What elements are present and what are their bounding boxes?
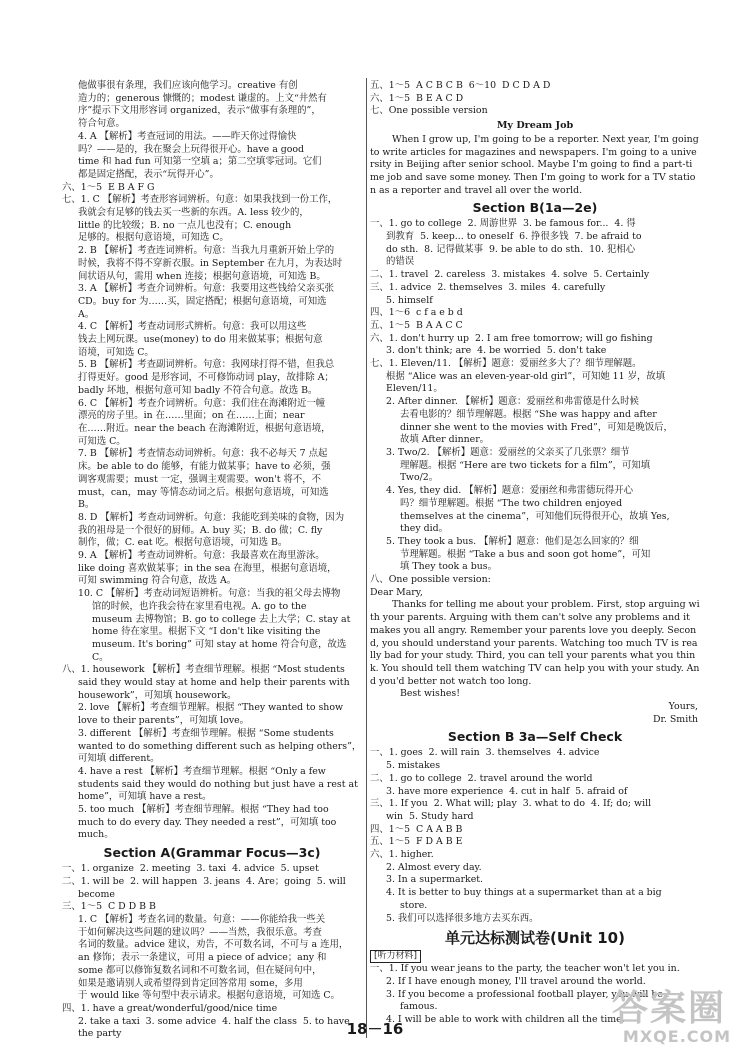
answer-line: B。	[78, 499, 95, 511]
answer-line: Eleven/11。	[386, 383, 443, 395]
letter-sign-yours: Yours,	[668, 701, 698, 713]
answer-line: 7. B 【解析】考查情态动词辨析。句意：我不必每天 7 点起	[78, 448, 328, 460]
section-b1-title: Section B(1a—2e)	[472, 200, 598, 216]
answer-line: 3. If you become a professional football player, you will be	[386, 988, 663, 1000]
answer-line: 语境，可知选 C。	[78, 346, 154, 358]
answer-line: 一、1. organize 2. meeting 3. taxi 4. advice 5. upset	[62, 863, 319, 875]
answer-line: 四、1～6 c f a e b d	[370, 307, 463, 319]
letter-sign-name: Dr. Smith	[652, 713, 698, 725]
answer-line: badly 坏地，根据句意可知 badly 不符合句意。故选 B。	[78, 384, 318, 396]
answer-line: 五、1～5 A C B C B 6～10 D C D A D	[370, 80, 551, 91]
answer-line: housework”，可知填 housework。	[78, 689, 237, 701]
answer-line: 5. too much 【解析】考查细节理解。根据 “They had too	[78, 804, 329, 816]
answer-line: 调客观需要；must 一定，强调主观需要。won't 将不，不	[78, 473, 322, 485]
section-b3-title: Section B 3a—Self Check	[447, 729, 623, 745]
right-top-lines	[370, 80, 700, 118]
answer-line: 三、1. If you 2. What will; play 3. what to do 4. If; do; will	[370, 798, 652, 810]
answer-line: 一、1. goes 2. will rain 3. themselves 4. advice	[370, 747, 600, 759]
section-b3-lines	[370, 747, 700, 925]
answer-line: 3. different 【解析】考查细节理解。根据 “Some students	[78, 727, 334, 739]
answer-line: 七、1. Eleven/11. 【解析】题意：爱丽丝多大了？细节理解题。	[370, 358, 642, 370]
answer-line: 八、One possible version:	[370, 574, 491, 586]
answer-line: 5. himself	[386, 294, 433, 306]
answer-line: Two/2。	[400, 472, 439, 484]
answer-line: museum. It's boring” 可知 stay at home 符合句意，故选 C。	[92, 638, 350, 663]
answer-line: store.	[400, 899, 428, 911]
answer-line: 到教育 5. keep... to oneself 6. 挣很多钱 7. be afraid to	[386, 231, 642, 243]
answer-line: some 都可以修饰复数名词和不可数名词，但在疑问句中，	[78, 964, 322, 976]
answer-line: 二、1. go to college 2. travel around the world	[370, 772, 593, 784]
answer-line: 4. Yes, they did. 【解析】题意：爱丽丝和弗雷德玩得开心	[386, 485, 633, 497]
answer-line: 填 They took a bus。	[400, 561, 497, 573]
answer-line: 1. C 【解析】考查名词的数量。句意：——你能给我一些关	[78, 914, 326, 925]
answer-line: 5. B 【解析】考查副词辨析。句意：我网球打得不错，但我总	[78, 359, 335, 371]
answer-line: 七、1. C 【解析】考查形容词辨析。句意：如果我找到一份工作，	[62, 194, 338, 206]
answer-line: 2. take a taxi 3. some advice 4. half the class 5. to have	[78, 1015, 350, 1027]
answer-line: 六、1. higher.	[370, 849, 434, 861]
answer-line: 4. C 【解析】考查动词形式辨析。句意：我可以用这些	[78, 321, 307, 333]
answer-line: 3. don't think; are 4. be worried 5. don't take	[386, 345, 607, 357]
answer-line: 三、1. advice 2. themselves 3. miles 4. carefully	[370, 281, 606, 293]
essay-title: My Dream Job	[496, 120, 574, 132]
answer-line: 间状语从句，需用 when 连接；根据句意语境，可知选 B。	[78, 270, 326, 282]
answer-line: 四、1～5 C A A B B	[370, 823, 463, 835]
answer-line: 馆的时候，也许我会待在家里看电视。A. go to the	[92, 600, 307, 612]
right-column	[370, 80, 700, 1027]
answer-line: do sth. 8. 记得做某事 9. be able to do sth. 10. 犯相心	[386, 243, 636, 255]
answer-line: must，can，may 等情态动词之后。根据句意语境，可知选	[78, 486, 329, 498]
answer-line: 2. B 【解析】考查连词辨析。句意：当我九月重新开始上学的	[78, 245, 335, 257]
answer-line: 5. mistakes	[386, 760, 441, 772]
answer-line: 他做事很有条理，我们应该向他学习。creative 有创	[78, 80, 298, 91]
answer-line: 2. If I have enough money, I'll travel around the world.	[386, 976, 646, 987]
answer-line: 漂亮的房子里。in 在……里面；on 在……上面；near	[78, 410, 305, 422]
answer-line: CD。buy for 为……买，固定搭配；根据句意语境，可知选	[78, 295, 327, 307]
answer-line: 节理解题。根据 “Take a bus and soon got home”，可知	[400, 548, 651, 560]
answer-line: 4. I will be able to work with children all the time.	[386, 1014, 625, 1026]
answer-line: famous.	[400, 1001, 438, 1013]
answer-line: 二、1. will be 2. will happen 3. jeans 4. Are；going 5. will	[62, 875, 346, 887]
answer-line: 10. C 【解析】考查动词短语辨析。句意：当我的祖父母去博物	[78, 588, 341, 600]
section-a-title: Section A(Grammar Focus—3c)	[103, 845, 321, 861]
answer-line: dinner she went to the movies with Fred”，可知是晚饭后，	[400, 421, 673, 433]
answer-line: A。	[78, 308, 95, 320]
answer-line: 造力的；generous 慷慨的；modest 谦虚的。上文“井然有	[78, 92, 327, 104]
answer-line: themselves at the cinema”，可知他们玩得很开心，故填 Yes,	[400, 510, 670, 522]
answer-line: 3. In a supermarket.	[386, 874, 484, 886]
site-watermark-logo	[612, 990, 742, 1052]
answer-line: win 5. Study hard	[386, 810, 474, 822]
answer-line: 可知选 C。	[78, 435, 126, 447]
answer-line: 钱去上网玩课。use(money) to do 用来做某事；根据句意	[78, 334, 323, 346]
answer-line: 于 would like 等句型中表示请求。根据句意语境，可知选 C。	[78, 990, 340, 1002]
answer-line: 故填 After dinner。	[400, 434, 490, 446]
watermark-url: MXQE.COM	[622, 1027, 732, 1046]
answer-line: 吗？——是的，我在聚会上玩得很开心。have a good	[78, 143, 305, 155]
answer-line: 如果是邀请别人或希望得到肯定回答常用 some，多用	[78, 977, 303, 989]
answer-line: 名词的数量。advice 建议，劝告，不可数名词，不可与 a 连用，	[78, 939, 349, 951]
left-column	[62, 80, 362, 1041]
answer-line: 可知 swimming 符合句意，故选 A。	[78, 575, 237, 587]
page-number: 18－16	[346, 1020, 404, 1038]
answer-line: 二、1. travel 2. careless 3. mistakes 4. solve 5. Certainly	[370, 269, 650, 281]
answer-line: 足够的。根据句意语境，可知选 C。	[78, 232, 229, 244]
answer-line: 5. They took a bus. 【解析】题意：他们是怎么回家的？细	[386, 535, 639, 547]
answer-line: 五、1～5 B A A C C	[370, 319, 463, 331]
letter-closing: Best wishes!	[400, 688, 460, 700]
answer-line: 6. C 【解析】考查介词辨析。句意：我们住在海滩附近一幢	[78, 397, 326, 409]
answer-line: 吗？细节理解题。根据 “The two children enjoyed	[400, 497, 623, 509]
answer-line: 制作，做；C. eat 吃。根据句意语境，可知选 B。	[78, 537, 288, 549]
answer-line: 五、1～5 F D A B E	[370, 836, 463, 848]
answer-line: 时候，我将不得不穿新衣服。in September 在九月，为表达时	[78, 257, 343, 269]
answer-line: 8. D 【解析】考查动词辨析。句意：我能吃到美味的食物，因为	[78, 511, 345, 523]
answer-line: 四、1. have a great/wonderful/good/nice time	[62, 1002, 278, 1014]
answer-line: said they would stay at home and help their parents with	[78, 677, 350, 689]
answer-line: become	[78, 888, 115, 900]
answer-line: they did。	[400, 523, 449, 535]
answer-line: 七、One possible version	[370, 105, 488, 117]
answer-line: wanted to do something different such as helping others”，	[78, 740, 362, 752]
answer-line: 3. Two/2. 【解析】题意：爱丽丝的父亲买了几张票？细节	[386, 446, 630, 458]
left-answer-lines	[62, 80, 362, 842]
answer-line: 5. 我们可以选择很多地方去买东西。	[386, 912, 539, 924]
answer-line: much to do every day. They needed a rest”，可知填 too	[78, 816, 337, 828]
answer-line: 的错误	[386, 256, 415, 268]
listening-material-tag: [听力材料]	[370, 950, 421, 963]
answer-line: love to their parents”，可知填 love。	[78, 715, 250, 727]
answer-line: 根据 “Alice was an eleven-year-old girl”，可知她 11 岁，故填	[386, 370, 666, 382]
answer-line: home”，可知填 have a rest。	[78, 791, 212, 803]
answer-line: 床。be able to do 能够，有能力做某事；have to 必须，强	[78, 461, 331, 473]
answer-line: 3. have more experience 4. cut in half 5. afraid of	[386, 785, 628, 797]
answer-line: 一、1. go to college 2. 周游世界 3. be famous for... 4. 得	[370, 218, 636, 230]
answer-line: 八、1. housework 【解析】考查细节理解。根据 “Most students	[62, 664, 345, 676]
answer-line: like doing 喜欢做某事；in the sea 在海里，根据句意语境，	[78, 562, 337, 574]
answer-line: 六、1～5 E B A F G	[62, 181, 155, 193]
answer-line: 9. A 【解析】考查动词辨析。句意：我最喜欢在海里游泳。	[78, 550, 325, 562]
answer-line: much。	[78, 829, 114, 841]
answer-line: 4. It is better to buy things at a supermarket than at a big	[386, 887, 662, 899]
answer-line: 我就会有足够的钱去买一些新的东西。A. less 较少的，	[78, 207, 309, 219]
section-a-lines	[62, 863, 362, 1041]
answer-line: 4. A 【解析】考查冠词的用法。——昨天你过得愉快	[78, 130, 297, 142]
answer-line: the party	[78, 1028, 122, 1040]
column-divider	[366, 78, 367, 1038]
answer-line: 一、1. If you wear jeans to the party, the teacher won't let you in.	[370, 963, 680, 975]
answer-line: home 待在家里。根据下文 “I don't like visiting the	[92, 626, 321, 638]
answer-line: 三、1～5 C D D B B	[62, 901, 156, 913]
answer-line: 符合句意。	[78, 118, 125, 130]
answer-line: 2. love 【解析】考查细节理解。根据 “They wanted to show	[78, 702, 344, 714]
answer-line: 2. After dinner. 【解析】题意：爱丽丝和弗雷德是什么时候	[386, 396, 639, 408]
answer-line: 我的祖母是一个很好的厨师。A. buy 买；B. do 做；C. fly	[78, 524, 323, 536]
answer-line: 3. A 【解析】考查介词辨析。句意：我要用这些钱给父亲买张	[78, 283, 335, 295]
answer-line: an 修饰；表示一条建议，可用 a piece of advice；any 和	[78, 952, 327, 964]
answer-line: Dear Mary,	[370, 586, 423, 598]
answer-line: 可知填 different。	[78, 753, 160, 765]
answer-line: time 和 had fun 可知第一空填 a；第二空填零冠词。它们	[78, 156, 322, 168]
answer-line: 序”提示下文用形容词 organized，表示“做事有条理的”，	[78, 105, 321, 117]
answer-line: little 的比较级；B. no 一点儿也没有；C. enough	[78, 219, 292, 231]
answer-line: 六、1～5 B E A C D	[370, 92, 464, 104]
answer-line: 打得更好。good 是形容词，不可修饰动词 play，故排除 A；	[78, 372, 334, 384]
answer-line: 理解题。根据 “Here are two tickets for a film”，可知填	[400, 459, 651, 471]
answer-line: museum 去博物馆；B. go to college 去上大学；C. stay at	[92, 613, 351, 625]
answer-line: 在……附近。near the beach 在海滩附近，根据句意语境，	[78, 422, 331, 434]
answer-line: students said they would do nothing but just have a rest at	[78, 778, 358, 790]
essay-text: When I grow up, I'm going to be a reporter. Next year, I'm going to write articles for magazines and newspapers. I'm going to a university in Beijing after senior school. Maybe I'm going to find a part-time job and save some money. Then I'm going to work for a TV station as a reporter and travel all over the world.	[370, 133, 702, 196]
answer-line: 都是固定搭配，表示“玩得开心”。	[78, 168, 219, 180]
answer-line: 六、1. don't hurry up 2. I am free tomorrow; will go fishing	[370, 332, 653, 344]
answer-line: 于如何解决这些问题的建议吗？——当然，我很乐意。考查	[78, 926, 322, 938]
section-b1-lines	[370, 218, 700, 599]
answer-line: 去看电影的？细节理解题。根据 “She was happy and after	[400, 408, 657, 420]
answer-line: 4. have a rest 【解析】考查细节理解。根据 “Only a few	[78, 765, 326, 777]
watermark-chinese: 答案圈	[612, 988, 727, 1029]
answer-line: 2. Almost every day.	[386, 861, 482, 873]
unit-test-title: 单元达标测试卷(Unit 10)	[445, 929, 625, 948]
letter-body: Thanks for telling me about your problem. First, stop arguing with your parents. Arguing with them can't solve any problems and it makes you all angry. Remember your parents love you deeply. Second, you should understand your parents. Watching too much TV is really bad for your study. Third, you can tell your parents what you think. You should tell them watching TV can help you with your study. And you'd better not watch too long.	[370, 599, 700, 687]
